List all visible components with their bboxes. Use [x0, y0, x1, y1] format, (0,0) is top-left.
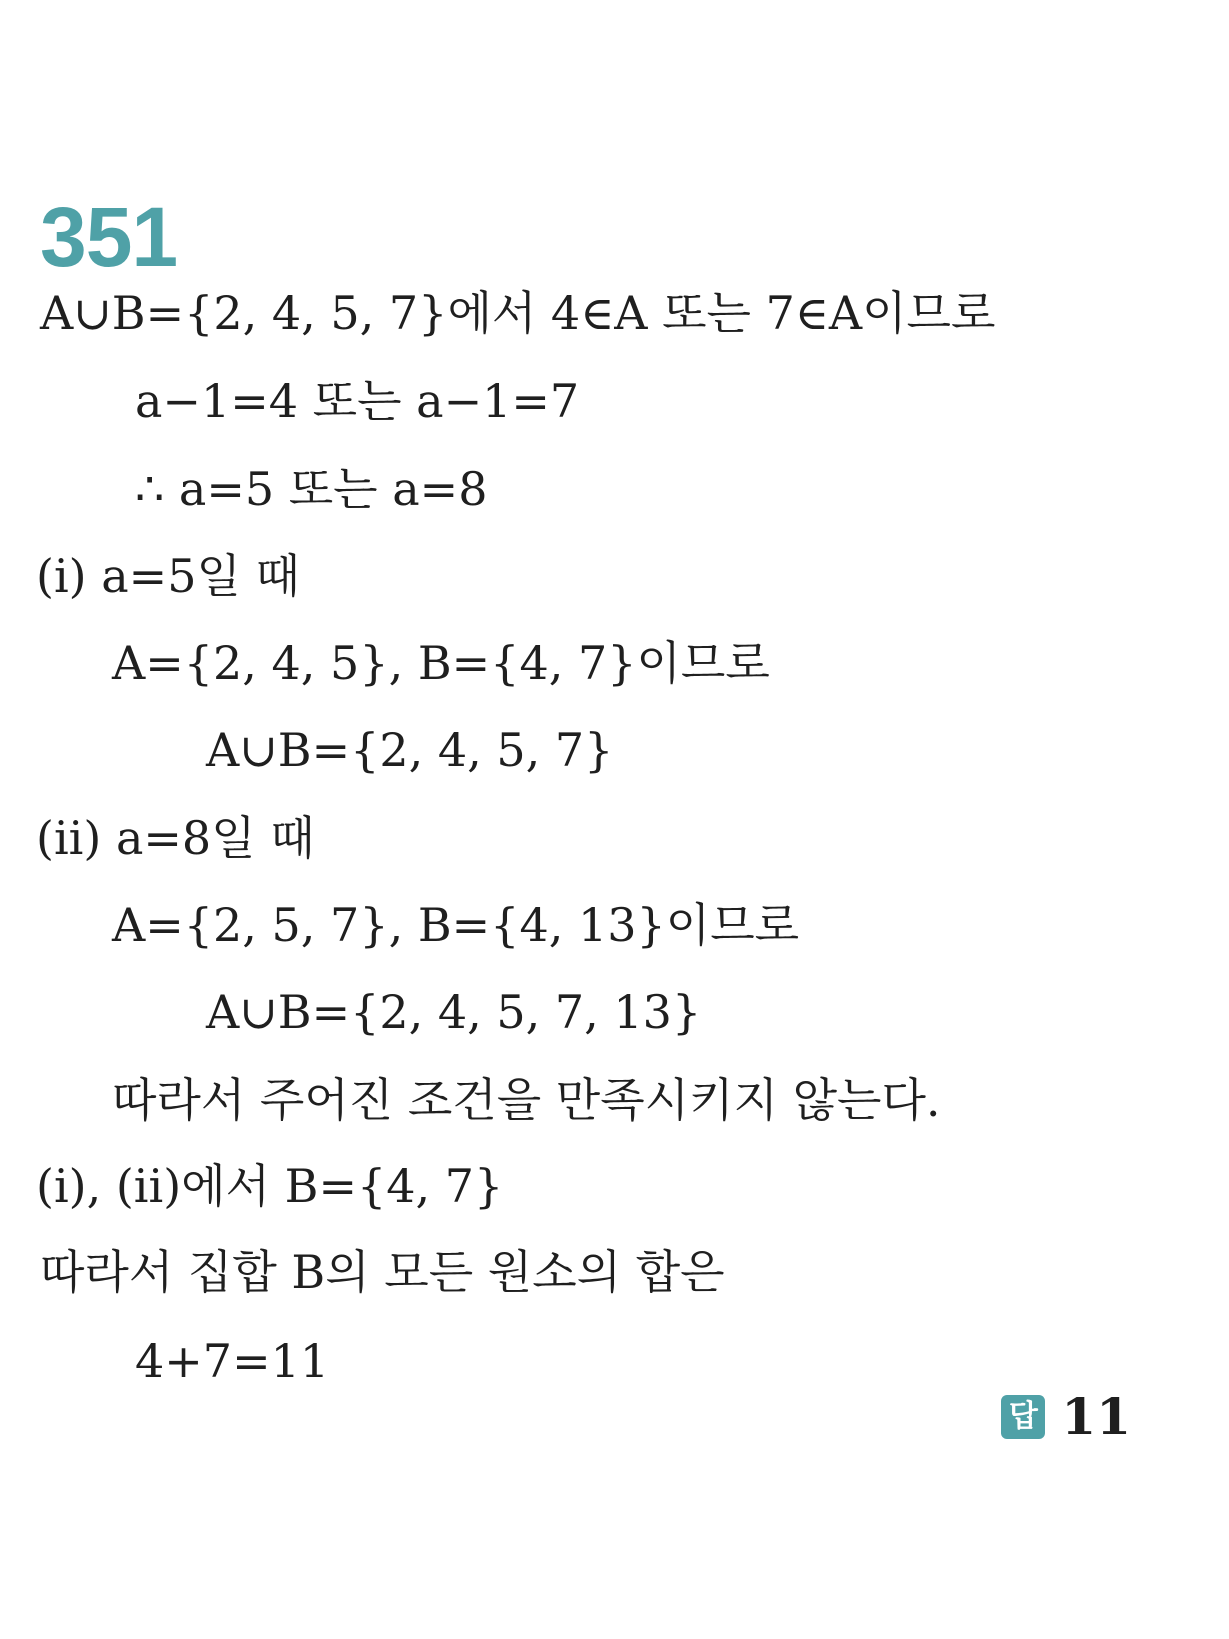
sum-statement: 따라서 집합 B의 모든 원소의 합은 — [40, 1245, 725, 1299]
case-i-sets: A={2, 4, 5}, B={4, 7}이므로 — [112, 636, 770, 690]
case-ii-heading: (ii) a=8일 때 — [36, 811, 315, 865]
case-i-heading: (i) a=5일 때 — [36, 549, 300, 603]
case-ii-sets: A={2, 5, 7}, B={4, 13}이므로 — [112, 898, 800, 952]
set-b-result: (i), (ii)에서 B={4, 7} — [36, 1159, 504, 1213]
solution-line-3: ∴ a=5 또는 a=8 — [135, 462, 488, 516]
case-i-union: A∪B={2, 4, 5, 7} — [206, 723, 614, 777]
case-ii-union: A∪B={2, 4, 5, 7, 13} — [206, 985, 702, 1039]
answer-value: 11 — [1061, 1387, 1131, 1446]
solution-line-1: A∪B={2, 4, 5, 7}에서 4∈A 또는 7∈A이므로 — [40, 286, 996, 340]
problem-number: 351 — [40, 190, 178, 284]
sum-equation: 4+7=11 — [135, 1334, 330, 1388]
solution-line-2: a−1=4 또는 a−1=7 — [135, 374, 580, 428]
case-ii-conclusion: 따라서 주어진 조건을 만족시키지 않는다. — [112, 1073, 941, 1127]
answer-box — [1001, 1387, 1131, 1446]
answer-badge: 답 — [1001, 1395, 1045, 1439]
